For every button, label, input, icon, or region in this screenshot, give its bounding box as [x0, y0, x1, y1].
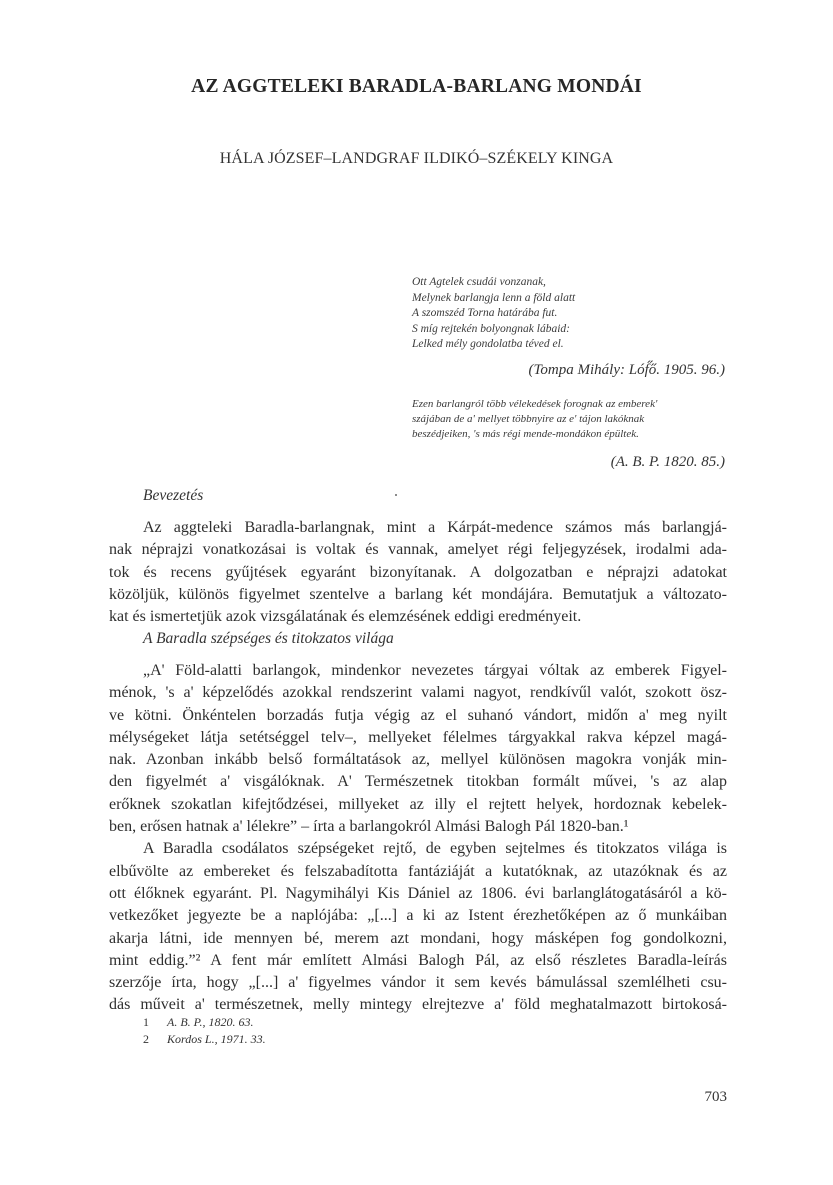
- text-line: nak néprajzi vonatkozásai is voltak és vannak, amelyet régi feljegyzések, irodalmi ada-: [109, 541, 727, 559]
- page-number: 703: [704, 1089, 727, 1105]
- text-line: mélységeket látja setétséggel telv–, mellyeket félelmes tárgyakkal rakva képzel magá-: [109, 728, 727, 746]
- text-line: kat és ismertetjük azok vizsgálatának és elemzésének eddigi eredményeit.: [109, 608, 582, 626]
- article-title: AZ AGGTELEKI BARADLA-BARLANG MONDÁI: [191, 76, 642, 97]
- text-line: ménok, 's a' képzelődés azokkal rendszerint valami nagyot, rendkívűl valót, szokott ösz-: [109, 684, 727, 702]
- poem-line: Melynek barlangja lenn a föld alatt: [412, 291, 576, 304]
- text-line: A Baradla csodálatos szépségeket rejtő, de egyben sejtelmes és titokzatos világa is: [143, 840, 727, 858]
- footnote-text: Kordos L., 1971. 33.: [167, 1032, 266, 1046]
- text-line: közöljük, különös figyelmet szentelve a barlang két mondájára. Bemutatjuk a változato-: [109, 585, 727, 603]
- stray-mark: [395, 494, 397, 496]
- text-line: erőknek szokatlan kifejtődzései, millyeket az illy el rejtett helyek, hordoznak kebelek-: [109, 795, 727, 813]
- epigraph-quote: [412, 397, 725, 442]
- text-line: szerzője írta, hogy „[...] a' figyelmes vándor it sem kevés bámulással szemlélheti csu-: [109, 974, 727, 992]
- text-line: mint eddig.”² A fent már említett Almási Balogh Pál, az első részletes Baradla-leírás: [109, 951, 727, 969]
- text-line: akarja látni, ide mennyen bé, merem azt mondani, hogy másképen fog gondolkozni,: [109, 929, 727, 947]
- epigraph-poem: [412, 275, 732, 353]
- poem-citation: (Tompa Mihály: Lóf̋ő. 1905. 96.): [528, 362, 725, 378]
- baradla-paragraphs: [109, 660, 727, 1017]
- text-line: ben, erősen hatnak a' lélekre” – írta a barlangokról Almási Balogh Pál 1820-ban.¹: [109, 818, 629, 836]
- footnote: [143, 1031, 266, 1048]
- text-line: den figyelmét a' visgálóknak. A' Természetnek titokban formált művei, 's az alap: [109, 773, 727, 791]
- poem-line: S míg rejtekén bolyongnak lábaid:: [412, 322, 570, 335]
- quote-line: beszédjeiken, 's más régi mende-mondákon épültek.: [412, 428, 639, 440]
- article-authors: HÁLA JÓZSEF–LANDGRAF ILDIKÓ–SZÉKELY KINGA: [219, 150, 614, 167]
- quote-citation: (A. B. P. 1820. 85.): [610, 454, 725, 470]
- poem-line: Ott Agtelek csudái vonzanak,: [412, 276, 546, 288]
- text-line: ott élőknek egyaránt. Pl. Nagymihályi Kis Dániel az 1806. évi barlanglátogatásáról a kö-: [109, 884, 727, 902]
- poem-line: A szomszéd Torna határába fut.: [412, 307, 558, 320]
- text-line: vetkezőket jegyezte be a naplójába: „[...] a ki az Istent érezhetőképen az ő munkáiban: [109, 907, 727, 925]
- footnote: [143, 1014, 266, 1031]
- intro-paragraph: [109, 517, 727, 628]
- text-line: „A' Föld-alatti barlangok, mindenkor nevezetes tárgyai vóltak az emberek Figyel-: [143, 662, 727, 679]
- footnotes: [143, 1014, 266, 1048]
- footnote-number: 2: [143, 1032, 149, 1046]
- quote-line: Ezen barlangról több vélekedések forognak az emberek': [412, 398, 658, 410]
- section-heading-baradla: A Baradla szépséges és titokzatos világa: [143, 630, 394, 647]
- text-line: Az aggteleki Baradla-barlangnak, mint a Kárpát-medence számos más barlangjá-: [143, 519, 727, 536]
- text-line: ve kötni. Önkéntelen borzadás futja végig az el suhanó vándort, midőn a' meg nyilt: [109, 706, 727, 724]
- poem-line: Lelked mély gondolatba téved el.: [412, 338, 564, 351]
- text-line: elbűvölte az embereket és felszabadította fantáziáját a kutatóknak, az utazóknak és az: [109, 862, 727, 880]
- text-line: tok és recens gyűjtések egyaránt bizonyítanak. A dolgozatban e néprajzi adatokat: [109, 563, 727, 581]
- quote-line: szájában de a' mellyet többnyire az e' tájon lakóknak: [412, 413, 645, 425]
- section-heading-intro: Bevezetés: [143, 487, 204, 504]
- text-line: nak. Azonban inkább belső formáltatások az, mellyel különösen magokra vonják min-: [109, 751, 727, 769]
- footnote-text: A. B. P., 1820. 63.: [167, 1015, 254, 1029]
- text-line: dás műveit a' természetnek, melly mintegy elrejtezve a' föld meghatalmazott birtokosá-: [109, 996, 727, 1014]
- footnote-number: 1: [143, 1015, 149, 1029]
